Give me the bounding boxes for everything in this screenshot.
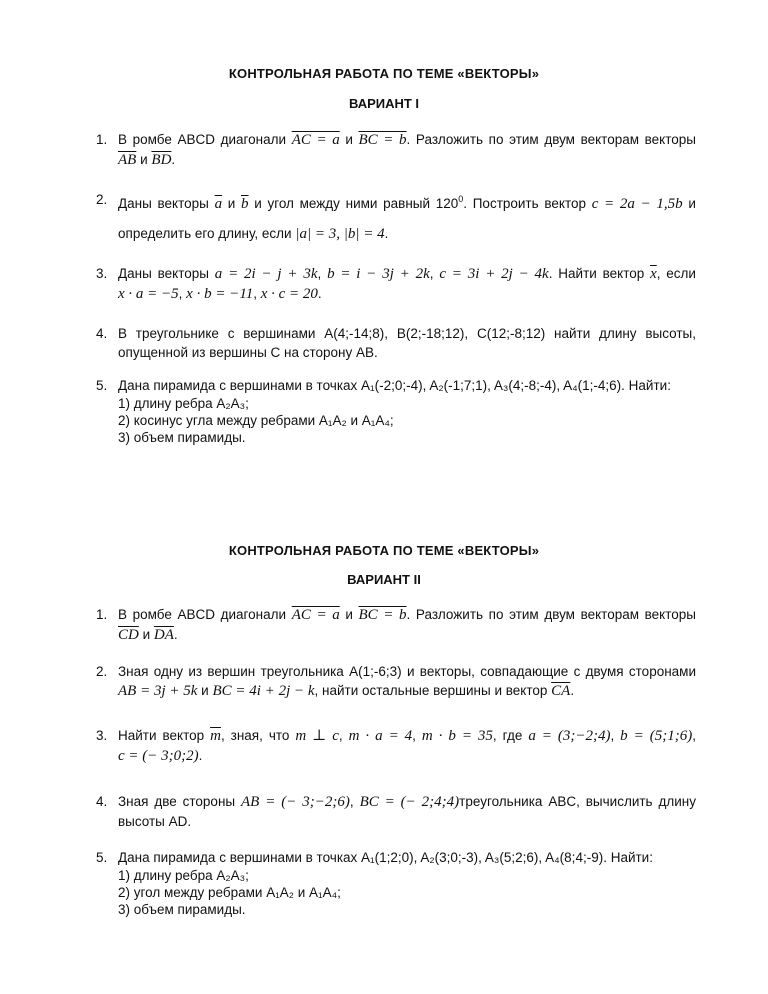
formula: c = 2a − 1,5b [591, 196, 683, 212]
task-text: Дана пирамида с вершинами в точках A₁(-2;0;-4), A₂(-1;7;1), A₃(4;-8;-4), A₄(1;-4;6). Найти: [118, 378, 671, 393]
task-text: и [345, 607, 353, 622]
v1-task-2 [96, 190, 696, 244]
task-text: . [570, 683, 575, 698]
task-text: Найти вектор [118, 728, 205, 743]
v2-task-4: 4. Зная две стороны AB = (− 3;−2;6), BC = (− 2;4;4)треугольника ABC, вычислить длину высоты AD. [96, 794, 696, 829]
task-number: 1. [96, 132, 108, 147]
task-text: . [173, 627, 178, 642]
task-number: 2. [96, 192, 108, 207]
task-text: и [142, 627, 151, 642]
formula: c = 3i + 2j − 4k [439, 266, 549, 282]
formula: BC = b [358, 132, 407, 148]
formula: b = i − 3j + 2k [327, 266, 430, 282]
formula: $\overline{AB}$ [118, 152, 137, 168]
task-number: 4. [96, 326, 108, 341]
formula: BC = (− 2;4;4) [359, 794, 460, 810]
task-text: Зная одну из вершин треугольника A(1;-6;3) и векторы, совпадающие с двумя сторонами [118, 664, 696, 679]
v2-variant-heading: ВАРИАНТ II [347, 572, 421, 587]
task-text: и [688, 196, 696, 211]
formula: $\overline{DA}$ [153, 627, 174, 643]
task-text: Дана пирамида с вершинами в точках A₁(1;2;0), A₂(3;0;-3), A₃(5;2;6), A₄(8;4;-9). Найти: [118, 850, 653, 865]
formula: x · c = 20 [260, 286, 318, 302]
formula: m ⊥ c [295, 728, 339, 744]
v2-title: КОНТРОЛЬНАЯ РАБОТА ПО ТЕМЕ «ВЕКТОРЫ» [228, 543, 540, 558]
task-number: 5. [96, 850, 108, 865]
task-text: и [227, 196, 236, 211]
task-text: . [198, 748, 203, 763]
task-text: В треугольнике с вершинами A(4;-14;8), B(2;-18;12), C(12;-8;12) найти длину высоты, опущенной из вершины C на сторону AB. [118, 326, 696, 360]
formula: x · b = −11 [186, 286, 254, 302]
v2-task-1 [96, 605, 696, 645]
task-text: , зная, что [220, 728, 290, 743]
task-number: 3. [96, 728, 108, 743]
formula: $\overline{CD}$ [118, 627, 139, 643]
v2-task-5 [96, 848, 696, 918]
task-text: Даны векторы [118, 196, 209, 211]
task-text: . [171, 152, 176, 167]
subtask-list [118, 867, 696, 918]
formula: x · a = −5 [118, 286, 179, 302]
task-text: треугольника ABC, вычислить длину [459, 794, 696, 809]
task-text: и [140, 152, 148, 167]
task-text: . Разложить по этим двум векторам векторы [406, 132, 696, 147]
task-text: В ромбе ABCD диагонали [118, 132, 287, 147]
formula: a = 2i − j + 3k [214, 266, 318, 282]
formula: a = (3;−2;4) [528, 728, 611, 744]
list-item: 1) длину ребра A₂A₃; [118, 868, 249, 883]
formula: $\overline{m}$ [210, 728, 221, 744]
formula: BC = 4i + 2j − k [212, 683, 315, 699]
v1-title: КОНТРОЛЬНАЯ РАБОТА ПО ТЕМЕ «ВЕКТОРЫ» [228, 66, 540, 81]
v1-task-5 [96, 376, 696, 446]
list-item: 2) косинус угла между ребрами A₁A₂ и A₁A₄; [118, 413, 394, 428]
formula: AB = (− 3;−2;6) [241, 794, 350, 810]
list-item: 3) объем пирамиды. [118, 902, 246, 917]
task-text: . Разложить по этим двум векторам векторы [406, 607, 696, 622]
task-number: 3. [96, 266, 108, 281]
task-text: и угол между ними равный $120^0$. Построить вектор [254, 194, 586, 211]
task-number: 5. [96, 378, 108, 393]
formula: BC = b [358, 607, 407, 623]
formula: $\overline{b}$ [241, 196, 249, 212]
task-text: , если [656, 266, 696, 281]
v1-task-4 [96, 324, 696, 362]
task-text: , найти остальные вершины и вектор [314, 683, 548, 698]
task-number: 1. [96, 607, 108, 622]
list-item: 2) угол между ребрами A₁A₂ и A₁A₄; [118, 885, 341, 900]
formula: c = (− 3;0;2) [118, 748, 199, 764]
task-text: Даны векторы [118, 266, 209, 281]
v1-task-1 [96, 130, 696, 170]
formula: $\overline{BD}$ [151, 152, 172, 168]
formula: m · b = 35 [421, 728, 493, 744]
task-text: высоты AD. [118, 814, 192, 829]
v2-task-3: 3. Найти вектор $\overline{m}$, зная, что m ⊥ c, m · a = 4, m · b = 35, где a = (3;−2;4), b = (5;1;6), c = (− 3;0;2). [96, 728, 696, 764]
v1-variant-heading: ВАРИАНТ I [348, 96, 420, 111]
task-text: и [345, 132, 353, 147]
task-text: , где [492, 728, 523, 743]
list-item: 1) длину ребра A₂A₃; [118, 396, 249, 411]
task-text: Зная две стороны [118, 794, 236, 809]
formula: $\overline{CA}$ [551, 683, 571, 699]
formula: $\overline{x}$ [650, 266, 657, 282]
formula: AC = a [291, 132, 340, 148]
task-text: . [317, 286, 322, 301]
formula: b = (5;1;6) [620, 728, 693, 744]
formula: AC = a [291, 607, 340, 623]
formula: AB = 3j + 5k [118, 683, 198, 699]
task-number: 2. [96, 664, 108, 679]
subtask-list [118, 395, 696, 446]
formula: $\overline{a}$ [214, 196, 223, 212]
task-text: . Найти вектор [548, 266, 645, 281]
task-text: определить его длину, если [118, 226, 292, 241]
task-number: 4. [96, 794, 108, 809]
formula: m · a = 4 [348, 728, 413, 744]
v1-task-3: 3. Даны векторы a = 2i − j + 3k, b = i − 3j + 2k, c = 3i + 2j − 4k. Найти вектор $\overline{x}$, если x · a = −5, x · b = −11, x · c = 20. [96, 266, 696, 302]
task-text: и [201, 683, 209, 698]
task-text: . [384, 226, 389, 241]
task-text: В ромбе ABCD диагонали [118, 607, 287, 622]
list-item: 3) объем пирамиды. [118, 430, 246, 445]
v2-task-2 [96, 662, 696, 701]
formula: |a| = 3, |b| = 4 [295, 226, 385, 242]
